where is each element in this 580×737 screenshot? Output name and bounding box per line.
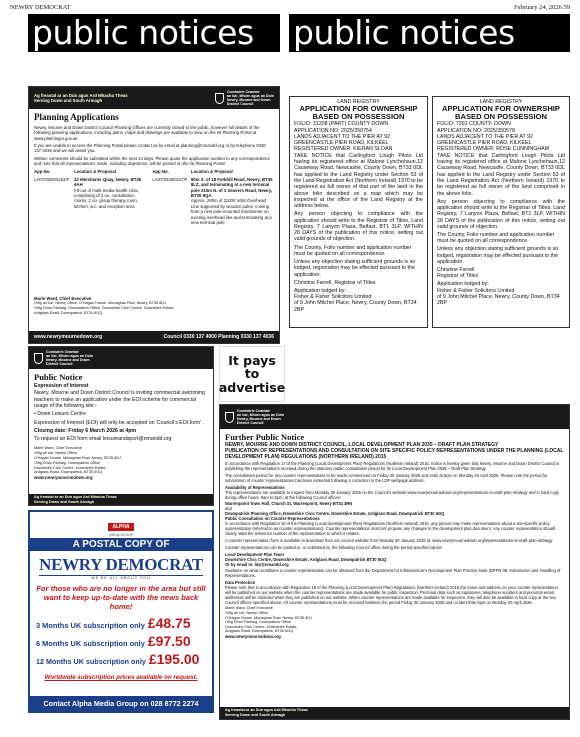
further-p6: Counter representations can be posted to, or submitted at, the following Council office during the period specified above: bbox=[225, 544, 443, 550]
further-title: Further Public Notice bbox=[225, 432, 305, 442]
advertise-box bbox=[219, 346, 285, 402]
planning-footer bbox=[29, 331, 279, 343]
alpha-logo bbox=[30, 512, 212, 537]
further-p8: Please note that in accordance with Regulation 19 of the Planning (Local Development Plan) Regulations (Northern Ireland) 2015 the name and address on your counter representation will be published on our website when the counter representations are made available for public inspection. Personal data such as signatures, telephone numbers and personal email addresses will be redacted when they are published on our website. When counter representations are made available for inspection, they will also be available in hard copy at the two Council offices specified above. All counter representations must be received between the period Friday 30 January 2026 and no later than 5pm on Monday 20 April 2026. bbox=[225, 584, 558, 605]
contact-line[interactable]: Contact Alpha Media Group on 028 8772 2274 bbox=[30, 696, 212, 711]
registered-owner: REGISTERED OWNER: KIERAN SLOAN bbox=[294, 146, 393, 153]
alpha-logo-sub: MEDIA GROUP bbox=[109, 533, 133, 537]
data-protection-heading: Data Protection bbox=[225, 579, 256, 585]
lodged-by: Application lodged by: Fisher & Fisher Solicitors Limited of 9 John Mitchel Place, Newry, County Down, BT34 2BP bbox=[294, 287, 417, 313]
ldp-email[interactable]: Or by email to: ldp@nmandd.org bbox=[225, 561, 289, 567]
advertise-text: It pays to advertise bbox=[218, 352, 286, 395]
further-heading-1: NEWRY, MOURNE AND DOWN DISTRICT COUNCIL, LOCAL DEVELOPMENT PLAN 2035 – DRAFT PLAN STRATEGY bbox=[225, 442, 499, 448]
sub-12-months-label: 12 Months UK subscription only bbox=[36, 657, 146, 666]
page-date: February 24, 2026 59 bbox=[514, 4, 570, 11]
planning-intro-3: Written comments should be submitted within the next 14 days. Please quote the application number in any correspondence and note that all representations made, including objections, will be posted on the NI Planning Portal. bbox=[34, 155, 270, 167]
planning-title: Planning Applications bbox=[34, 112, 119, 122]
land-registry-notice-1 bbox=[289, 96, 428, 328]
further-p5: A counter representation form is available to download from our council website from Monday 30 January 2026 at: www.newrymournedown.org/representations-to-draft-plan-strategy bbox=[225, 538, 553, 544]
newry-democrat-masthead: NEWRY DEMOCRAT bbox=[39, 555, 203, 574]
col-header-location: Location & Proposal bbox=[190, 169, 233, 175]
eoi-website[interactable]: www.newrymournedown.org bbox=[34, 475, 93, 481]
registry-label: LAND REGISTRY bbox=[337, 99, 380, 105]
and-text: and bbox=[225, 506, 232, 512]
lands: LANDS ADJACENT TO THE PIER AT 92 GREENCASTLE PIER ROAD, KILKEEL bbox=[294, 133, 390, 147]
public-notice-eoi bbox=[28, 346, 214, 506]
further-footer-banner: Ag freastal ar an Dún agus Ard Mhacha Theas Serving Down and South Armagh bbox=[220, 707, 569, 719]
col-header-app-no: App No. bbox=[152, 169, 169, 175]
application-number: APPLICATION NO: 2025/350754 bbox=[294, 127, 372, 134]
app-no: LA07/2026/0154/F bbox=[34, 176, 70, 182]
sub-3-months-label: 3 Months UK subscription only bbox=[36, 621, 145, 630]
quote-text: The County, Folio number and application number must be quoted on all correspondence. bbox=[294, 244, 412, 257]
registrar-signature: Christine Farrell Registrar of Titles bbox=[437, 267, 479, 280]
registry-label: LAND REGISTRY bbox=[479, 99, 523, 105]
council-crest-icon bbox=[225, 412, 234, 423]
eoi-site: • Down Leisure Centre bbox=[34, 411, 86, 418]
objection-text: Any person objecting to compliance with the application should write to the Registrar of Titles, Land Registry, 7 Lanyon Plaza, Belfast, BT1 3LP, WITHIN 28 DAYS of the publication of this notice, setting out valid grounds of objection. bbox=[294, 211, 423, 243]
eoi-closing-date: Closing date: Friday 6 March 2026 at 4pm bbox=[34, 427, 137, 434]
folio: FOLIO: 7391 COUNTY: DOWN bbox=[437, 121, 511, 128]
registrar-signature: Christine Farrell, Registrar of Titles bbox=[294, 279, 376, 286]
planning-addresses: Oifig an Iúir, Newry Office, O'Hagan House, Monaghan Row, Newry, BT35 8DJ. Oifig Dhún Pádraig, Downpatrick Office, Downshire Civic Centre, Downshire Estate, Ardglass Road, Downpatrick, BT30 6GQ. bbox=[34, 301, 175, 315]
ldp-team: Local Development Plan Team bbox=[225, 551, 284, 557]
council-logo bbox=[215, 90, 274, 107]
lands: LANDS ADJACENT TO THE PIER AT 92 GREENCASTLE PIER ROAD, KILKEEL bbox=[437, 133, 533, 147]
banner-text: Ag freastal ar an Dún agus Ard Mhacha Theas Serving Down and South Armagh bbox=[34, 92, 128, 103]
app-no: LA07/2026/0167/F bbox=[152, 176, 188, 182]
section-title-right: public notices bbox=[289, 14, 570, 52]
quote-text: The County, Folio number and application number must be quoted on all correspondence. bbox=[437, 231, 555, 245]
planning-applications-notice bbox=[28, 86, 280, 344]
masthead-tagline: WE'RE ALL ABOUT YOU bbox=[91, 576, 151, 580]
postal-copy-ad bbox=[28, 510, 214, 713]
planning-intro-2: If you are unable to access the Planning Portal please contact us by email at planning@nmandd.org or by telephone 0330 137 4036 and we will assist you. bbox=[34, 143, 266, 154]
further-p3: The representations are available to inspect from Monday 30 January 2026 on the Council's website www.newrymournedown.org/representations-to-draft-plan-strategy and in hard copy during office hours, 9am to 5pm, at the following Council offices: bbox=[225, 489, 559, 500]
app-proposal: Approx. 280m of 11000 Volts Overhead Line supported by wooden poles, coming from a new pole-mounted transformer on existing overhead line and terminating at a new terminal pole bbox=[190, 198, 272, 226]
further-public-notice bbox=[219, 404, 570, 720]
further-heading-2: PUBLICATION OF REPRESENTATIONS AND CONSULTATION ON SITE SPECIFIC POLICY REPRESENTATIONS UNDER THE PLANNING (LOCAL DEVELOPMENT PLAN) REGULATIONS (NORTHERN IRELAND) 2015 bbox=[225, 448, 564, 460]
further-p2: The consultation period for any counter representations to be made commenced on Friday 30 January 2026 and ends at 5pm on Monday 20 April 2026. Please note the period for submission of counter representations has been extended following a correction to the LDP webpage address. bbox=[225, 472, 548, 483]
notice-body: TAKE NOTICE that Carlingford Lough Pilots Ltd having its registered office at Malone Lynchehaun,12 Causeway Road, Newcastle, County Down, BT33 0DL has applied to the Land Registry under Section 53 of the Land Registration Act (Northern Ireland) 1970 to be registered as full owner of that part of the land in the above folio described on a map which may be inspected at the office of the Land Registry at the address below. bbox=[294, 152, 423, 210]
sub-3-months-price: £48.75 bbox=[147, 615, 191, 631]
applications-table bbox=[34, 169, 274, 225]
council-name: Comhairle Ceantair an Iúir, Mhúrn agus an Dúin Newry, Mourne and Down District Council bbox=[226, 89, 274, 107]
unless-text: Unless any objection stating sufficient grounds is so lodged, registration may be effected pursuant to the application. bbox=[294, 258, 416, 278]
sub-6-months-price: £97.50 bbox=[147, 633, 191, 649]
eoi-footer-banner: Ag freastal ar an Dún agus Ard Mhacha Theas Serving Down and South Armagh bbox=[29, 494, 213, 505]
council-name: Comhairle Ceantair an Iúir, Mhúrn agus an Dúin Newry, Mourne and Down District Council bbox=[237, 408, 285, 426]
council-crest-icon bbox=[215, 93, 224, 104]
app-location: 90m S. of 18 Forkhill Road, Newry, BT35 8LZ, and terminating at a new terminal pole 210m N. of 1 Seavers Road, Newry, BT35 8QA bbox=[190, 176, 273, 199]
objection-text: Any person objecting to compliance with the application should write to the Registrar of Titles, Land Registry, 7 Lanyon Plaza, Belfast, BT1 3LP, WITHIN 28 DAYS of the publication of this notice, setting out valid grounds of objection. bbox=[437, 198, 565, 230]
ldp-address: Downshire Civic Centre, Downshire Estate, Ardglass Road, Downpatrick BT30 6GQ bbox=[225, 556, 387, 562]
council-website[interactable]: www.newrymournedown.org bbox=[34, 334, 103, 340]
worldwide-note: Worldwide subscription prices available on request. bbox=[44, 674, 198, 681]
planning-intro-1: Newry, Mourne and Down District Council Planning Offices are currently closed to the public, however full details of the following planning applications, including plans, maps and drawings are available to view on the NI Planning Portal at www.planningni.gov.uk bbox=[34, 125, 260, 141]
eoi-p1: Newry, Mourne and Down District Council is inviting commercial swimming teachers to make an application under the EOI scheme for commercial usage of the following site:- bbox=[34, 390, 205, 410]
council-crest-icon bbox=[34, 353, 43, 364]
further-header-banner bbox=[220, 405, 569, 429]
planning-signature: Marie Ward, Chief Executive bbox=[34, 296, 92, 301]
col-header-app-no: App No. bbox=[34, 169, 51, 175]
application-number: APPLICATION NO: 2025/350578 bbox=[437, 127, 515, 134]
sub-12-months-price: £195.00 bbox=[148, 651, 200, 667]
lodged-by: Application lodged by: Fisher & Fisher Solicitors Limited of 9 John Mitchel Place, Newry, County Down, BT34 2BP bbox=[437, 281, 560, 307]
further-signature: Marie Ward, Chief Executive Oifig an Iúir, Newry Office O'Hagan House, Monaghan Row, Newry, BT35 8DJ Oifig Dhún Pádraig, Downpatrick Office, Downshire Civic Centre, Downshire Estate, Ardglass Road, Downpatrick, BT30 6GQ. bbox=[225, 606, 312, 634]
section-title-left: public notices bbox=[28, 14, 280, 52]
notice-title: APPLICATION FOR OWNERSHIP BASED ON POSSESSION bbox=[442, 104, 560, 122]
notice-title: APPLICATION FOR OWNERSHIP BASED ON POSSESSION bbox=[299, 104, 418, 122]
eoi-signature: Marie Ward, Chief Executive Oifig an Iúir, Newry Office O'Hagan House, Monaghan Row, Newry, BT35 8DJ Oifig Dhún Pádraig, Downpatrick Office Downshire Civic Centre, Downshire Estate, Ardglass Road, Downpatrick, BT30 6GQ. bbox=[34, 446, 121, 475]
eoi-email: To request an EOI form email leisureandsport@nmandd.org bbox=[34, 436, 172, 443]
further-website[interactable]: www.newrymournedown.org bbox=[225, 633, 281, 639]
app-location: 22 Merchants Quay, Newry, BT35 6AH bbox=[74, 176, 142, 188]
further-p1: In accordance with Regulation 17 of the Planning (Local Development Plan) Regulations (Northern Ireland) 2015, notice is hereby given that Newry, Mourne and Down District Council is publishing the representations received during the statutory public consultation period for its Local Development Plan 2035 – Draft Plan Strategy. bbox=[225, 461, 560, 471]
app-proposal: Fit-out of multi-media health clinic, comprising of 3 no. consultation rooms, 1 no. group therapy room, kitchen, w.c. and reception area bbox=[74, 187, 140, 209]
registered-owner: REGISTERED OWNER: ROSE CUNNINGHAM bbox=[437, 146, 550, 153]
further-p4: In accordance with Regulation 18 of the Planning (Local Development Plan) Regulations (Northern Ireland) 2015, any person may make representations about a site-specific policy representation (referred to as counter representations). Counter representations must not propose any changes to the development plan document. Any counter representation should clearly state the reference number of the representation to which it relates. bbox=[225, 521, 556, 537]
postal-pitch: For those who are no longer in the area but still want to keep up-to-date with the news back home! bbox=[36, 584, 206, 611]
subscription-prices bbox=[30, 615, 212, 669]
location-downpatrick: Downpatrick Planning Office, Downshire Civic Centre, Downshire Estate, Ardglass Road, Downpatrick BT30 6GQ bbox=[225, 511, 445, 517]
postal-banner: A POSTAL COPY OF bbox=[30, 538, 212, 551]
further-p7: Guidance on what constitutes a counter representation can be obtained from the Department for Infrastructure's Development Plan Practice Note (DPPN 09: Submission and Handling of Representations. bbox=[225, 567, 561, 578]
land-registry-notice-2 bbox=[432, 96, 570, 328]
sub-6-months-label: 6 Months UK subscription only bbox=[36, 639, 145, 648]
paper-name: NEWRY DEMOCRAT bbox=[10, 4, 71, 11]
eoi-p3: Expression of Interest (EOI) will only be accepted on 'Council's EOI form' bbox=[34, 419, 202, 426]
council-phones: Council 0330 137 4000 Planning 0330 137 4036 bbox=[163, 334, 274, 340]
notice-body: TAKE NOTICE that Carlingford Lough Pilots Ltd having its registered office at Malone Lynchehaun,12 Causeway Road, Newcastle, County Down, BT33 0DL has applied to the Land Registry under Section 53 of the Land Registration Act (Northern Ireland) 1970 to be registered as full owner of the land comprised in the above folio. bbox=[437, 152, 565, 197]
col-header-location: Location & Proposal bbox=[74, 169, 116, 175]
folio: FOLIO: 31208 (PART) COUNTY DOWN bbox=[294, 121, 389, 128]
availability-heading: Availability of Representations bbox=[225, 484, 285, 490]
unless-text: Unless any objection stating sufficient grounds is so lodged, registration may be effected pursuant to the application. bbox=[437, 246, 559, 265]
council-name: Comhairle Ceantair an Iúir, Mhúrn agus an Dúin Newry, Mourne and Down District Council bbox=[46, 349, 94, 367]
alpha-logo-text: ALPHA bbox=[108, 523, 133, 531]
eoi-header-banner bbox=[29, 347, 213, 369]
counter-representations-heading: Public Consultation on Counter Representations bbox=[225, 516, 320, 522]
eoi-title: Public Notice bbox=[34, 372, 83, 382]
eoi-subtitle: Expression of Interest bbox=[34, 383, 89, 389]
location-warrenpoint: Warrenpoint Town Hall, Church St, Warrenpoint, Newry BT34 3HN bbox=[225, 501, 353, 507]
planning-banner bbox=[29, 87, 279, 109]
